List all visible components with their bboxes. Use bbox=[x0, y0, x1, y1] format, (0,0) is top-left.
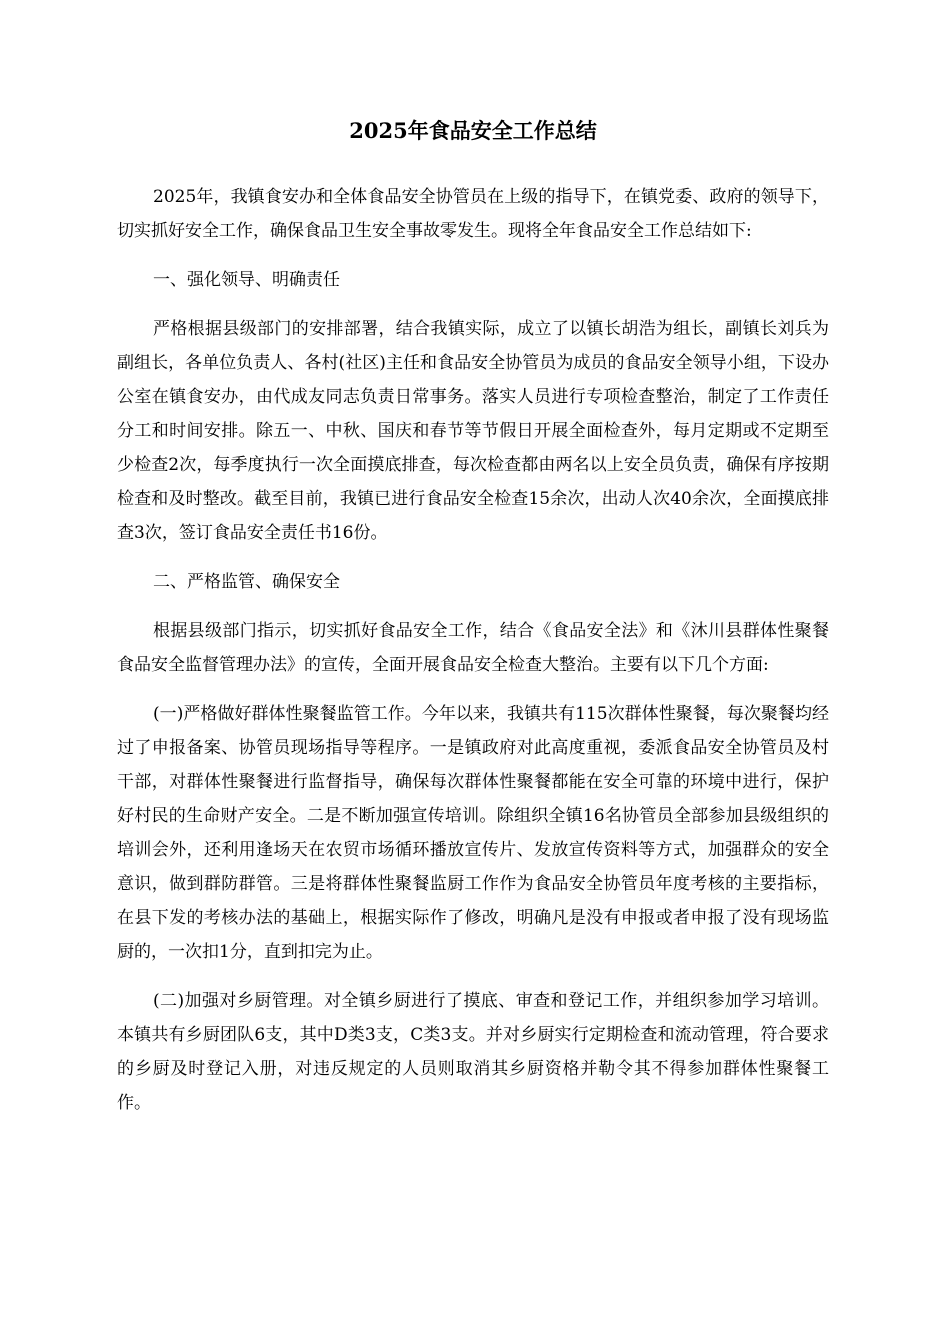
document-page bbox=[117, 114, 829, 1135]
section-2-intro: 根据县级部门指示，切实抓好食品安全工作，结合《食品安全法》和《沐川县群体性聚餐食品安全监督管理办法》的宣传，全面开展食品安全检查大整治。主要有以下几个方面: bbox=[117, 621, 829, 675]
section-1-heading: 一、强化领导、明确责任 bbox=[153, 270, 340, 290]
section-2-item-2: (二)加强对乡厨管理。对全镇乡厨进行了摸底、审查和登记工作，并组织参加学习培训。本镇共有乡厨团队6支，其中D类3支，C类3支。并对乡厨实行定期检查和流动管理，符合要求的乡厨及时登记入册，对违反规定的人员则取消其乡厨资格并勒令其不得参加群体性聚餐工作。 bbox=[117, 991, 829, 1113]
intro-paragraph: 2025年，我镇食安办和全体食品安全协管员在上级的指导下，在镇党委、政府的领导下，切实抓好安全工作，确保食品卫生安全事故零发生。现将全年食品安全工作总结如下: bbox=[117, 187, 829, 241]
document-title: 2025年食品安全工作总结 bbox=[349, 118, 597, 143]
section-1-body: 严格根据县级部门的安排部署，结合我镇实际，成立了以镇长胡浩为组长，副镇长刘兵为副组长，各单位负责人、各村(社区)主任和食品安全协管员为成员的食品安全领导小组，下设办公室在镇食安办，由代成友同志负责日常事务。落实人员进行专项检查整治，制定了工作责任分工和时间安排。除五一、中秋、国庆和春节等节假日开展全面检查外，每月定期或不定期至少检查2次，每季度执行一次全面摸底排查，每次检查都由两名以上安全员负责，确保有序按期检查和及时整改。截至目前，我镇已进行食品安全检查15余次，出动人次40余次，全面摸底排查3次，签订食品安全责任书16份。 bbox=[117, 319, 829, 543]
section-2-item-1: (一)严格做好群体性聚餐监管工作。今年以来，我镇共有115次群体性聚餐，每次聚餐均经过了申报备案、协管员现场指导等程序。一是镇政府对此高度重视，委派食品安全协管员及村干部，对群体性聚餐进行监督指导，确保每次群体性聚餐都能在安全可靠的环境中进行，保护好村民的生命财产安全。二是不断加强宣传培训。除组织全镇16名协管员全部参加县级组织的培训会外，还利用逢场天在农贸市场循环播放宣传片、发放宣传资料等方式，加强群众的安全意识，做到群防群管。三是将群体性聚餐监厨工作作为食品安全协管员年度考核的主要指标，在县下发的考核办法的基础上，根据实际作了修改，明确凡是没有申报或者申报了没有现场监厨的，一次扣1分，直到扣完为止。 bbox=[117, 704, 829, 962]
section-2-heading: 二、严格监管、确保安全 bbox=[153, 572, 340, 592]
